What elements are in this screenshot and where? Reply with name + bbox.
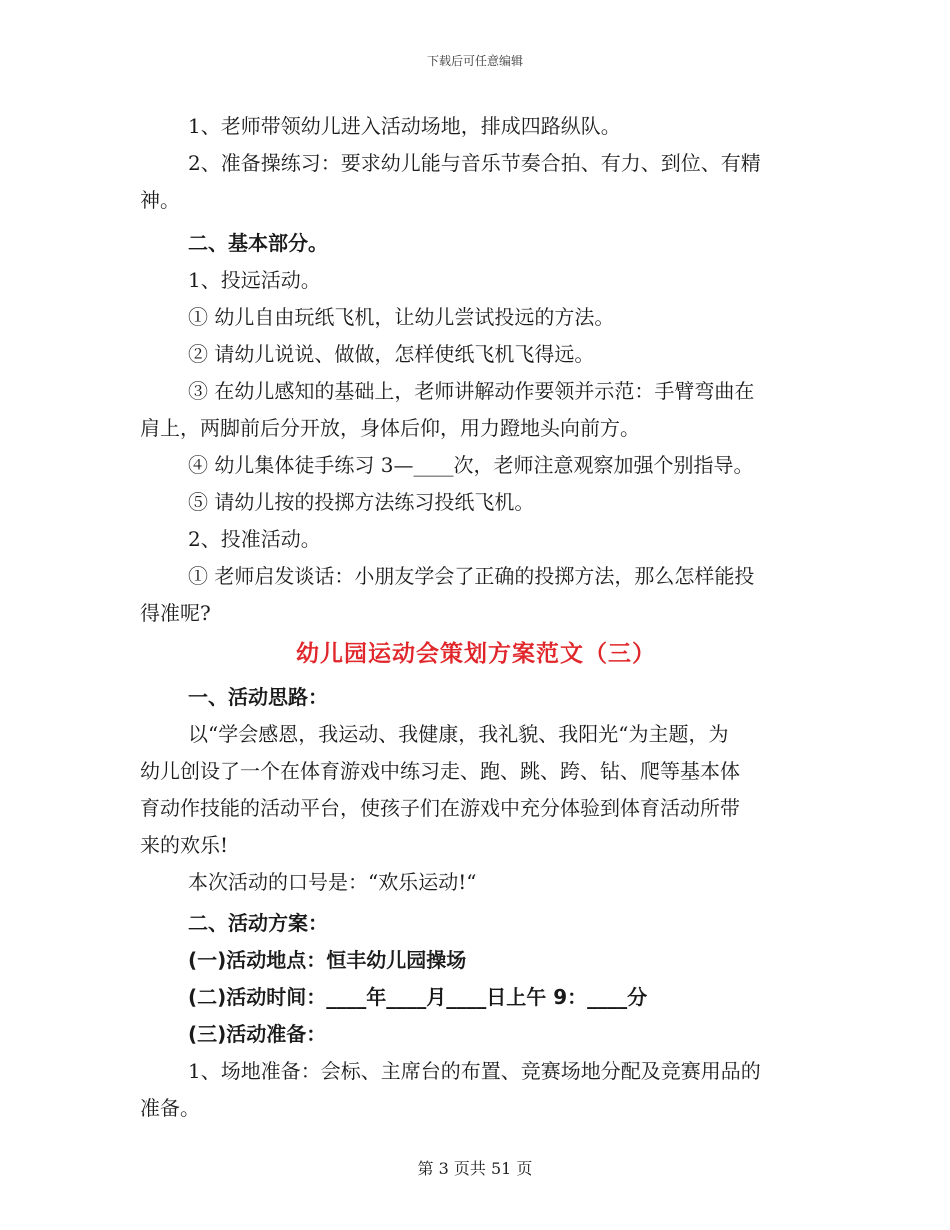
paragraph: 2、准备操练习：要求幼儿能与音乐节奏合拍、有力、到位、有精: [188, 151, 761, 175]
paragraph: ⑤ 请幼儿按的投掷方法练习投纸飞机。: [188, 490, 535, 514]
paragraph: 1、投远活动。: [188, 268, 321, 292]
paragraph: ④ 幼儿集体徒手练习 3—____次，老师注意观察加强个别指导。: [188, 453, 754, 477]
paragraph: 1、场地准备：会标、主席台的布置、竞赛场地分配及竞赛用品的: [188, 1059, 761, 1083]
page-footer: 第 3 页共 51 页: [417, 1159, 533, 1178]
paragraph: 2、投准活动。: [188, 527, 321, 551]
paragraph-continuation: 育动作技能的活动平台，使孩子们在游戏中充分体验到体育活动所带: [140, 796, 740, 820]
paragraph: ① 老师启发谈话：小朋友学会了正确的投掷方法，那么怎样能投: [188, 564, 755, 588]
paragraph: 本次活动的口号是：“欢乐运动!“: [188, 870, 477, 894]
paragraph: 1、老师带领幼儿进入活动场地，排成四路纵队。: [188, 114, 621, 138]
paragraph-continuation: 幼儿创设了一个在体育游戏中练习走、跑、跳、跨、钻、爬等基本体: [140, 759, 740, 783]
paragraph-continuation: 得准呢?: [140, 601, 211, 625]
section-heading: 二、活动方案：: [188, 911, 328, 935]
paragraph-continuation: 准备。: [140, 1096, 200, 1120]
subsection-heading: (三)活动准备：: [188, 1022, 327, 1046]
paragraph: 以“学会感恩，我运动、我健康，我礼貌、我阳光“为主题，为: [188, 722, 729, 746]
paragraph: ① 幼儿自由玩纸飞机，让幼儿尝试投远的方法。: [188, 305, 615, 329]
page-header-note: 下载后可任意编辑: [426, 54, 523, 68]
section-heading: 一、活动思路：: [188, 685, 328, 709]
paragraph: ② 请幼儿说说、做做，怎样使纸飞机飞得远。: [188, 342, 595, 366]
subsection-heading: (二)活动时间：____年____月____日上午 9：____分: [188, 985, 648, 1009]
section-heading: 二、基本部分。: [188, 231, 328, 255]
document-body: [140, 108, 812, 1127]
subsection-heading: (一)活动地点：恒丰幼儿园操场: [188, 948, 467, 972]
paragraph: ③ 在幼儿感知的基础上，老师讲解动作要领并示范：手臂弯曲在: [188, 379, 755, 403]
paragraph-continuation: 肩上，两脚前后分开放，身体后仰，用力蹬地头向前方。: [140, 416, 640, 440]
paragraph-continuation: 来的欢乐!: [140, 833, 229, 857]
document-section-title: 幼儿园运动会策划方案范文（三）: [296, 641, 656, 667]
paragraph-continuation: 神。: [140, 188, 180, 212]
